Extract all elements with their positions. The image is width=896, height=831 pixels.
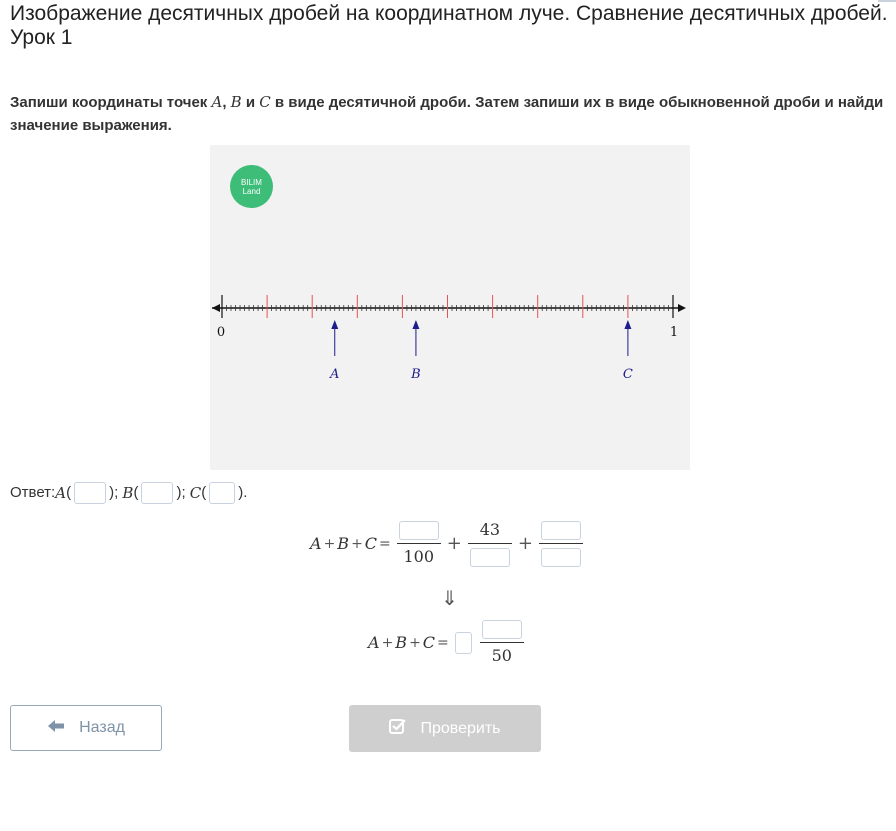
answer-separator: ); [176, 484, 186, 501]
frac2-numerator: 43 [479, 520, 501, 539]
frac1-numerator-input[interactable] [399, 521, 439, 540]
eq1-a: A [310, 534, 322, 553]
answer-point-a: A [55, 484, 67, 502]
eq2-plus: + [381, 634, 394, 651]
implies-arrow: ⇓ [441, 588, 458, 610]
axis-arrow-left [212, 304, 220, 312]
point-c-label: C [622, 367, 633, 382]
check-button[interactable] [349, 705, 541, 752]
equation-mixed-result [368, 619, 528, 666]
eq1-fraction-3 [539, 520, 583, 567]
eq1-plus: + [351, 535, 363, 552]
eq1-plus: + [446, 533, 462, 554]
whole-part-input[interactable] [455, 632, 472, 654]
eq1-c: C [364, 534, 378, 553]
eq2-equals: = [437, 634, 449, 651]
point-a-label: A [330, 367, 340, 382]
answer-label: Ответ: [10, 484, 56, 501]
answer-row [10, 481, 247, 505]
arrow-left-icon [47, 719, 65, 738]
answer-separator: ); [109, 484, 119, 501]
answer-c-input[interactable] [209, 482, 235, 504]
frac2-denominator-input[interactable] [470, 548, 510, 567]
frac3-denominator-input[interactable] [541, 548, 581, 567]
answer-b-input[interactable] [141, 482, 173, 504]
point-c-arrowhead [624, 320, 631, 329]
task-point-c: C [259, 93, 271, 111]
task-point-a: A [211, 93, 223, 111]
point-b-arrowhead [412, 320, 419, 329]
answer-paren: ( [133, 484, 139, 501]
label-zero: 0 [216, 325, 226, 340]
point-a-arrowhead [331, 320, 338, 329]
answer-paren: ( [201, 484, 207, 501]
answer-a-input[interactable] [74, 482, 106, 504]
label-one: 1 [669, 325, 679, 340]
task-point-b: B [230, 93, 242, 111]
eq1-fraction-2 [468, 520, 512, 567]
eq1-fraction-1 [397, 520, 441, 567]
eq1-equals: = [379, 535, 391, 552]
number-line-svg [210, 145, 690, 470]
frac3-numerator-input[interactable] [541, 521, 581, 540]
check-square-icon [389, 718, 406, 739]
frac1-denominator: 100 [403, 547, 435, 566]
axis-arrow-right [678, 304, 686, 312]
task-text-part1: Запиши координаты точек [10, 94, 212, 111]
check-button-label: Проверить [420, 719, 501, 737]
number-line-picture [210, 145, 690, 470]
eq2-fraction [480, 619, 524, 666]
page-title: Изображение десятичных дробей на координатном луче. Сравнение десятичных дробей. Урок 1 [10, 2, 888, 49]
equation-sum-fractions [310, 520, 587, 567]
point-b-label: B [411, 367, 421, 382]
eq1-b: B [337, 534, 350, 553]
back-button-label: Назад [79, 719, 125, 736]
result-numerator-input[interactable] [482, 620, 522, 639]
eq2-plus: + [409, 634, 421, 651]
eq2-a: A [368, 633, 380, 652]
eq1-plus: + [323, 535, 336, 552]
answer-point-c: C [189, 484, 202, 502]
task-comma: , [222, 94, 231, 111]
logo-line2: Land [242, 186, 261, 196]
back-button[interactable] [10, 705, 162, 751]
task-and: и [241, 94, 260, 111]
answer-close: ). [238, 484, 248, 501]
logo-line1: BILIM [241, 177, 262, 187]
result-denominator: 50 [491, 646, 512, 665]
eq1-plus: + [517, 533, 533, 554]
answer-paren: ( [66, 484, 72, 501]
task-text [10, 91, 890, 137]
eq2-b: B [395, 633, 408, 652]
task-text-part2: в виде десятичной дроби. Затем запиши их в виде обыкновенной дроби и найди значение выражения. [10, 94, 884, 134]
answer-point-b: B [122, 484, 134, 502]
eq2-c: C [422, 633, 436, 652]
